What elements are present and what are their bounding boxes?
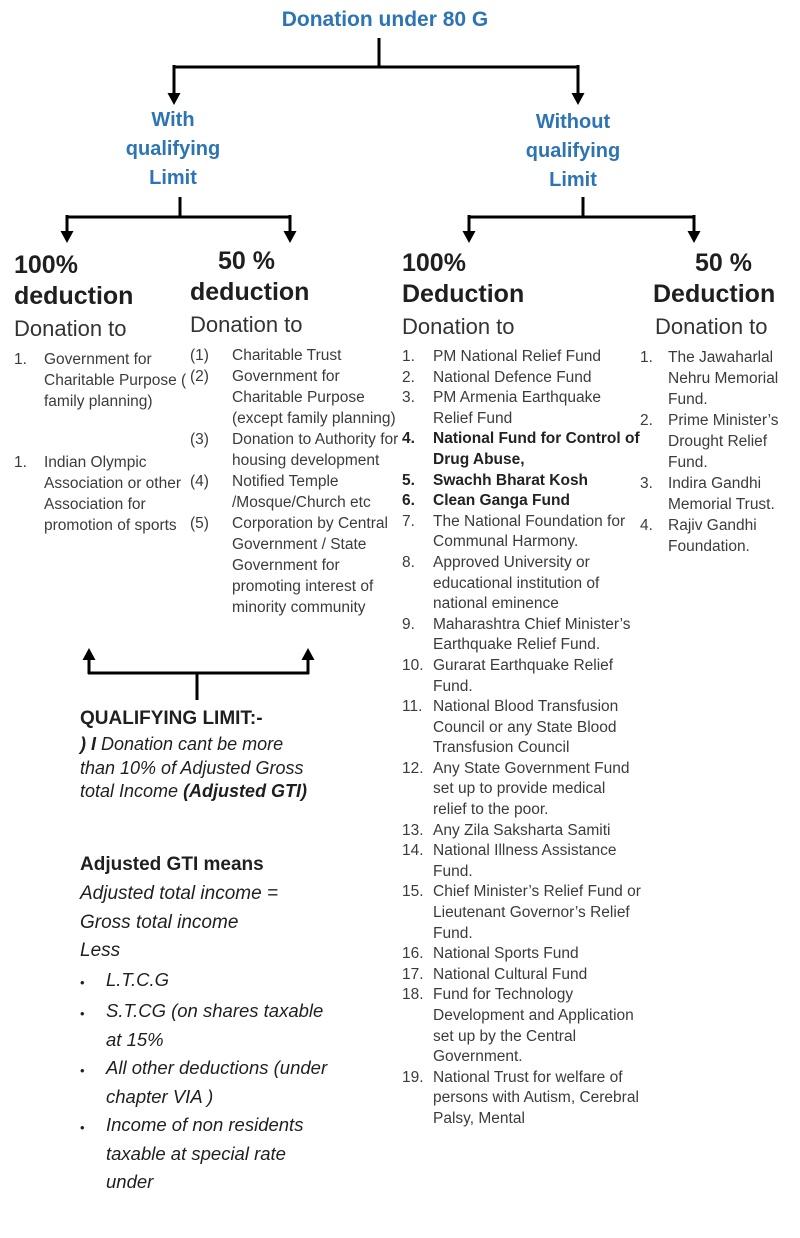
column-deduction-heading: Deduction xyxy=(402,280,525,308)
formula-line: Adjusted total income = xyxy=(80,883,279,904)
list-item-text: Approved University or educational institution of national eminence xyxy=(433,553,600,613)
list-item-number: 9. xyxy=(402,615,415,633)
list-item xyxy=(402,965,642,986)
arrowhead-down-icon xyxy=(61,231,74,243)
branch-label-without-qualifying-limit: Without qualifying Limit xyxy=(525,111,621,191)
adjusted-gti-bullet-list xyxy=(80,966,336,1197)
column-donation-to-label: Donation to xyxy=(655,314,768,339)
qualifying-limit-text xyxy=(80,733,320,804)
list-item xyxy=(402,985,642,1067)
donation-list xyxy=(402,347,642,1130)
list-item-text: National Illness Assistance Fund. xyxy=(433,842,617,880)
list-item-number: 3. xyxy=(402,389,415,407)
donation-list xyxy=(190,345,402,618)
list-item-number: 16. xyxy=(402,945,424,963)
list-item xyxy=(402,944,642,965)
list-item-number: 6. xyxy=(402,492,415,510)
column-percent-heading: 100% xyxy=(402,249,466,277)
bullet-icon: • xyxy=(80,974,85,990)
list-item xyxy=(402,347,642,368)
qualifying-limit-heading: QUALIFYING LIMIT:- xyxy=(80,708,263,729)
list-item xyxy=(14,349,190,412)
column-percent-heading: 100% xyxy=(14,251,78,279)
list-item xyxy=(402,471,642,492)
list-item-number: 1. xyxy=(14,454,27,471)
column-deduction-heading: deduction xyxy=(190,278,310,306)
column-donation-to-label: Donation to xyxy=(402,314,515,339)
list-item-text: Charitable Trust xyxy=(232,347,342,364)
list-item xyxy=(190,513,402,618)
list-item-number: 19. xyxy=(402,1068,424,1086)
bullet-item xyxy=(80,1054,336,1111)
page-title: Donation under 80 G xyxy=(281,8,489,31)
adjusted-gti-formula xyxy=(80,880,336,966)
list-item-number: 4. xyxy=(640,517,653,534)
list-item-text: Government for Charitable Purpose (except family planning) xyxy=(232,368,396,427)
list-item xyxy=(402,882,642,944)
arrowhead-down-icon xyxy=(168,93,181,105)
donation-list xyxy=(640,347,797,557)
list-item-number: 10. xyxy=(402,656,424,674)
donation-list xyxy=(14,349,190,536)
list-item-text: PM Armenia Earthquake Relief Fund xyxy=(433,389,602,427)
bullet-item xyxy=(80,966,336,998)
list-item-text: National Blood Transfusion Council or any State Blood Transfusion Council xyxy=(433,698,619,757)
list-item-text: National Cultural Fund xyxy=(433,965,588,983)
list-item xyxy=(640,410,797,473)
list-item xyxy=(190,345,402,366)
list-item xyxy=(190,471,402,513)
connector-qualifying-bracket xyxy=(88,657,309,700)
arrowhead-down-icon xyxy=(688,231,701,243)
list-item-number: 15. xyxy=(402,883,424,901)
column-100pct-with-limit xyxy=(14,250,190,536)
bullet-text: Income of non residents taxable at special rate under xyxy=(106,1114,304,1192)
column-50pct-with-limit xyxy=(190,246,402,618)
list-item-number: 4. xyxy=(402,430,415,448)
list-item-number: (4) xyxy=(190,473,209,490)
list-item-number: 2. xyxy=(640,412,653,429)
bullet-text: S.T.CG (on shares taxable at 15% xyxy=(106,1000,324,1050)
list-item-number: 3. xyxy=(640,475,653,492)
list-item-number: 5. xyxy=(402,471,415,489)
list-item-text: Notified Temple /Mosque/Church etc xyxy=(232,473,371,511)
list-item-text: Any Zila Saksharta Samiti xyxy=(433,821,611,839)
arrowhead-up-icon xyxy=(83,648,96,660)
list-item-text: National Defence Fund xyxy=(433,368,592,386)
list-item-number: 11. xyxy=(402,698,423,716)
list-item-text: National Trust for welfare of persons with Autism, Cerebral Palsy, Mental xyxy=(433,1068,639,1127)
bullet-icon: • xyxy=(80,1063,85,1078)
list-item xyxy=(402,553,642,615)
list-item-number: (1) xyxy=(190,347,209,364)
list-item-text: National Fund for Control of Drug Abuse, xyxy=(433,430,640,468)
arrowhead-down-icon xyxy=(284,231,297,243)
column-100pct-without-limit xyxy=(402,248,642,1130)
list-item-number: (5) xyxy=(190,515,209,532)
list-item xyxy=(640,515,797,557)
bullet-icon: • xyxy=(80,1006,85,1021)
list-item xyxy=(402,429,642,470)
list-item-text: Indian Olympic Association or other Association for promotion of sports xyxy=(44,454,181,534)
list-item-number: 2. xyxy=(402,368,415,386)
list-item-text: Chief Minister’s Relief Fund or Lieutenant Governor’s Relief Fund. xyxy=(433,883,641,942)
list-item-number: 12. xyxy=(402,759,424,777)
list-item-text: Fund for Technology Development and Application set up by the Central Government. xyxy=(433,986,634,1066)
formula-line: Gross total income xyxy=(80,911,239,933)
formula-line: Less xyxy=(80,940,121,961)
list-item-text: Prime Minister’s Drought Relief Fund. xyxy=(668,412,779,471)
list-item-text: Donation to Authority for housing development xyxy=(232,431,399,469)
list-item-number: (3) xyxy=(190,431,209,448)
arrowhead-up-icon xyxy=(302,648,315,660)
list-item xyxy=(402,388,642,429)
column-donation-to-label: Donation to xyxy=(190,312,303,337)
qualifying-limit-note xyxy=(80,706,320,804)
list-item xyxy=(640,347,797,410)
connector-top xyxy=(174,38,578,95)
list-item xyxy=(402,491,642,512)
branch-label-with-qualifying-limit: With qualifying Limit xyxy=(125,109,221,189)
list-item-text: Indira Gandhi Memorial Trust. xyxy=(668,475,775,513)
list-item-number: 7. xyxy=(402,512,415,530)
column-50pct-without-limit xyxy=(640,248,797,557)
connector-with-branch xyxy=(66,197,291,233)
list-item-text: Any State Government Fund set up to provide medical relief to the poor. xyxy=(433,759,630,819)
list-item xyxy=(402,1068,642,1130)
list-item-number: 1. xyxy=(640,349,653,366)
list-item xyxy=(402,615,642,656)
list-item xyxy=(402,697,642,759)
list-item-text: Gurarat Earthquake Relief Fund. xyxy=(433,656,614,695)
column-percent-heading: 50 % xyxy=(218,247,275,275)
list-item-number: 8. xyxy=(402,553,415,571)
arrowhead-down-icon xyxy=(572,93,585,105)
list-item xyxy=(402,656,642,697)
bullet-icon: • xyxy=(80,1120,85,1135)
list-item-text: PM National Relief Fund xyxy=(433,348,601,365)
list-item-number: (2) xyxy=(190,368,209,385)
list-item xyxy=(402,821,642,842)
adjusted-gti-abbrev: (Adjusted GTI) xyxy=(183,781,308,801)
column-donation-to-label: Donation to xyxy=(14,316,127,341)
adjusted-gti-note xyxy=(80,850,336,1197)
list-item-number: 1. xyxy=(14,351,27,368)
list-item-text: National Sports Fund xyxy=(433,945,579,963)
list-item xyxy=(640,473,797,515)
qualifying-limit-body: Donation cant be more than 10% of Adjusted Gross total Income xyxy=(80,734,304,801)
list-item-number: 14. xyxy=(402,842,424,860)
adjusted-gti-heading: Adjusted GTI means xyxy=(80,854,264,875)
list-item-text: Government for Charitable Purpose ( family planning) xyxy=(44,351,187,410)
column-deduction-heading: Deduction xyxy=(653,280,776,308)
list-item xyxy=(14,452,190,536)
bullet-item xyxy=(80,997,336,1054)
list-item xyxy=(190,429,402,471)
column-percent-heading: 50 % xyxy=(695,249,752,277)
list-item xyxy=(402,368,642,389)
list-item xyxy=(402,759,642,821)
list-item-number: 18. xyxy=(402,986,424,1004)
qualifying-limit-prefix: ) I xyxy=(80,734,101,754)
list-item-text: Swachh Bharat Kosh xyxy=(433,471,589,489)
list-item-text: Clean Ganga Fund xyxy=(433,492,570,510)
bullet-text: All other deductions (under chapter VIA ) xyxy=(106,1057,328,1107)
column-deduction-heading: deduction xyxy=(14,282,134,310)
arrowhead-down-icon xyxy=(463,231,476,243)
list-item-text: The National Foundation for Communal Harmony. xyxy=(433,512,626,551)
connector-without-branch xyxy=(468,197,695,233)
bullet-text: L.T.C.G xyxy=(106,968,170,990)
list-item-text: The Jawaharlal Nehru Memorial Fund. xyxy=(668,349,779,408)
list-item-text: Maharashtra Chief Minister’s Earthquake Relief Fund. xyxy=(433,615,631,654)
list-item xyxy=(190,366,402,429)
list-item-text: Rajiv Gandhi Foundation. xyxy=(668,517,757,555)
bullet-item xyxy=(80,1111,336,1197)
list-item xyxy=(402,512,642,553)
list-item-number: 1. xyxy=(402,348,415,365)
list-item-text: Corporation by Central Government / State Government for promoting interest of minority community xyxy=(232,515,388,616)
list-item xyxy=(402,841,642,882)
list-item-number: 17. xyxy=(402,965,424,983)
list-item-number: 13. xyxy=(402,821,424,839)
